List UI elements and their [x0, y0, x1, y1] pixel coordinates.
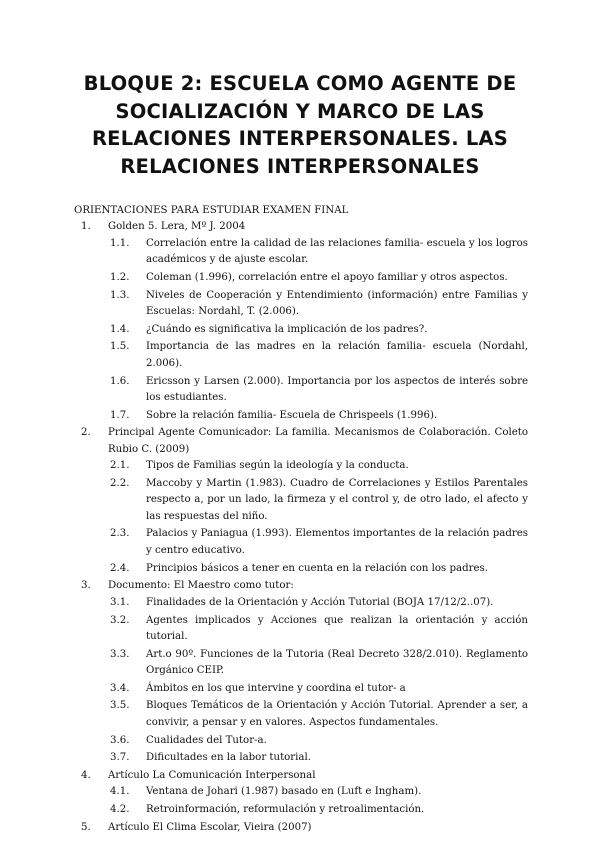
- sub-item-text: Retroinformación, reformulación y retroalimentación.: [146, 804, 425, 816]
- sub-list-item: [74, 595, 528, 611]
- sub-item-number: 2.4.: [110, 562, 130, 574]
- item-text: Artículo El Clima Escolar, Vieira (2007): [108, 821, 312, 833]
- sub-item-number: 1.5.: [110, 341, 130, 353]
- list-item: [74, 768, 528, 784]
- sub-item-number: 2.1.: [110, 460, 130, 472]
- item-text: Artículo La Comunicación Interpersonal: [108, 770, 316, 782]
- sub-item-number: 2.2.: [110, 477, 130, 489]
- item-number: 5.: [81, 821, 91, 833]
- list-item: [74, 219, 528, 235]
- item-number: 3.: [81, 580, 91, 592]
- title-line: SOCIALIZACIÓN Y MARCO DE LAS: [115, 99, 485, 123]
- sub-item-text: Finalidades de la Orientación y Acción Tutorial (BOJA 17/12/2..07).: [146, 596, 494, 608]
- sub-list-item: [74, 733, 528, 749]
- sub-item-text: ¿Cuándo es significativa la implicación de los padres?.: [146, 323, 428, 335]
- sub-item-text: Maccoby y Martin (1.983). Cuadro de Correlaciones y Estilos Parentales respecto a, por un lado, la firmeza y el control y, de otro lado, el afecto y las respuestas del niño.: [146, 477, 528, 522]
- sub-item-number: 3.6.: [110, 734, 130, 746]
- item-text: Principal Agente Comunicador: La familia. Mecanismos de Colaboración. Coleto Rubio C. (2009): [108, 427, 528, 455]
- sub-item-number: 1.4.: [110, 323, 130, 335]
- sub-list-item: [74, 526, 528, 559]
- sub-list-item: [74, 322, 528, 338]
- sub-item-number: 4.1.: [110, 786, 130, 798]
- sub-item-number: 3.5.: [110, 700, 130, 712]
- sub-item-number: 1.2.: [110, 271, 130, 283]
- sub-item-text: Art.o 90º. Funciones de la Tutoria (Real Decreto 328/2.010). Reglamento Orgánico CEIP.: [146, 648, 528, 677]
- sub-item-text: Ericsson y Larsen (2.000). Importancia por los aspectos de interés sobre los estudiantes.: [146, 375, 528, 403]
- sub-list-item: [74, 750, 528, 766]
- item-number: 4.: [81, 770, 91, 782]
- document-body: [74, 203, 528, 836]
- sub-list-item: [74, 288, 528, 321]
- sub-list-item: [74, 784, 528, 800]
- sub-item-number: 3.7.: [110, 752, 130, 764]
- item-text: Documento: El Maestro como tutor:: [108, 580, 294, 592]
- item-text: Golden 5. Lera, Mº J. 2004: [108, 221, 246, 233]
- title-line: RELACIONES INTERPERSONALES: [120, 154, 480, 178]
- sub-list-item: [74, 339, 528, 372]
- sub-item-number: 2.3.: [110, 528, 130, 540]
- sub-item-number: 4.2.: [110, 804, 130, 816]
- sub-list-item: [74, 270, 528, 286]
- sub-item-number: 3.4.: [110, 682, 130, 694]
- item-number: 1.: [81, 221, 91, 233]
- sub-item-text: Bloques Temáticos de la Orientación y Acción Tutorial. Aprender a ser, a convivir, a pensar y en valores. Aspectos fundamentales.: [146, 700, 528, 728]
- sub-list-item: [74, 681, 528, 697]
- sub-list-item: [74, 374, 528, 407]
- sub-item-number: 1.7.: [110, 409, 130, 421]
- sub-list-item: [74, 613, 528, 646]
- document-title: [50, 70, 550, 180]
- sub-list-item: [74, 802, 528, 818]
- sub-list-item: [74, 561, 528, 577]
- sub-item-text: Importancia de las madres en la relación familia- escuela (Nordahl, 2.006).: [146, 341, 528, 369]
- sub-item-number: 3.3.: [110, 648, 130, 660]
- sub-list-item: [74, 647, 528, 680]
- sub-item-number: 1.3.: [110, 289, 130, 301]
- sub-item-text: Principios básicos a tener en cuenta en la relación con los padres.: [146, 562, 489, 574]
- sub-list-item: [74, 698, 528, 731]
- title-line: BLOQUE 2: ESCUELA COMO AGENTE DE: [83, 72, 517, 95]
- sub-item-text: Agentes implicados y Acciones que realizan la orientación y acción tutorial.: [146, 614, 528, 642]
- sub-item-number: 1.6.: [110, 375, 130, 387]
- sub-item-text: Correlación entre la calidad de las relaciones familia- escuela y los logros académicos y de ajuste escolar.: [146, 237, 528, 266]
- sub-list-item: [74, 458, 528, 474]
- section-heading: ORIENTACIONES PARA ESTUDIAR EXAMEN FINAL: [74, 205, 349, 216]
- sub-item-text: Coleman (1.996), correlación entre el apoyo familiar y otros aspectos.: [146, 271, 508, 283]
- list-item: [74, 425, 528, 458]
- sub-item-text: Cualidades del Tutor-a.: [146, 734, 267, 746]
- sub-item-text: Ámbitos en los que intervine y coordina el tutor- a: [146, 682, 406, 694]
- sub-item-text: Palacios y Paniagua (1.993). Elementos importantes de la relación padres y centro educativo.: [146, 528, 528, 556]
- list-item: [74, 578, 528, 594]
- sub-item-number: 3.2.: [110, 614, 130, 626]
- sub-item-number: 3.1.: [110, 596, 130, 608]
- title-line: RELACIONES INTERPERSONALES. LAS: [91, 127, 509, 150]
- sub-list-item: [74, 408, 528, 424]
- sub-list-item: [74, 476, 528, 525]
- sub-list-item: [74, 236, 528, 269]
- item-number: 2.: [81, 427, 91, 439]
- sub-item-number: 1.1.: [110, 237, 130, 249]
- list-item: [74, 820, 528, 836]
- sub-item-text: Tipos de Familias según la ideología y la conducta.: [146, 460, 409, 472]
- sub-item-text: Dificultades en la labor tutorial.: [146, 752, 312, 764]
- sub-item-text: Ventana de Johari (1.987) basado en (Luft e Ingham).: [146, 786, 422, 798]
- sub-item-text: Sobre la relación familia- Escuela de Chrispeels (1.996).: [146, 409, 438, 421]
- sub-item-text: Niveles de Cooperación y Entendimiento (información) entre Familias y Escuelas: Nordahl, T. (2.006).: [146, 289, 528, 318]
